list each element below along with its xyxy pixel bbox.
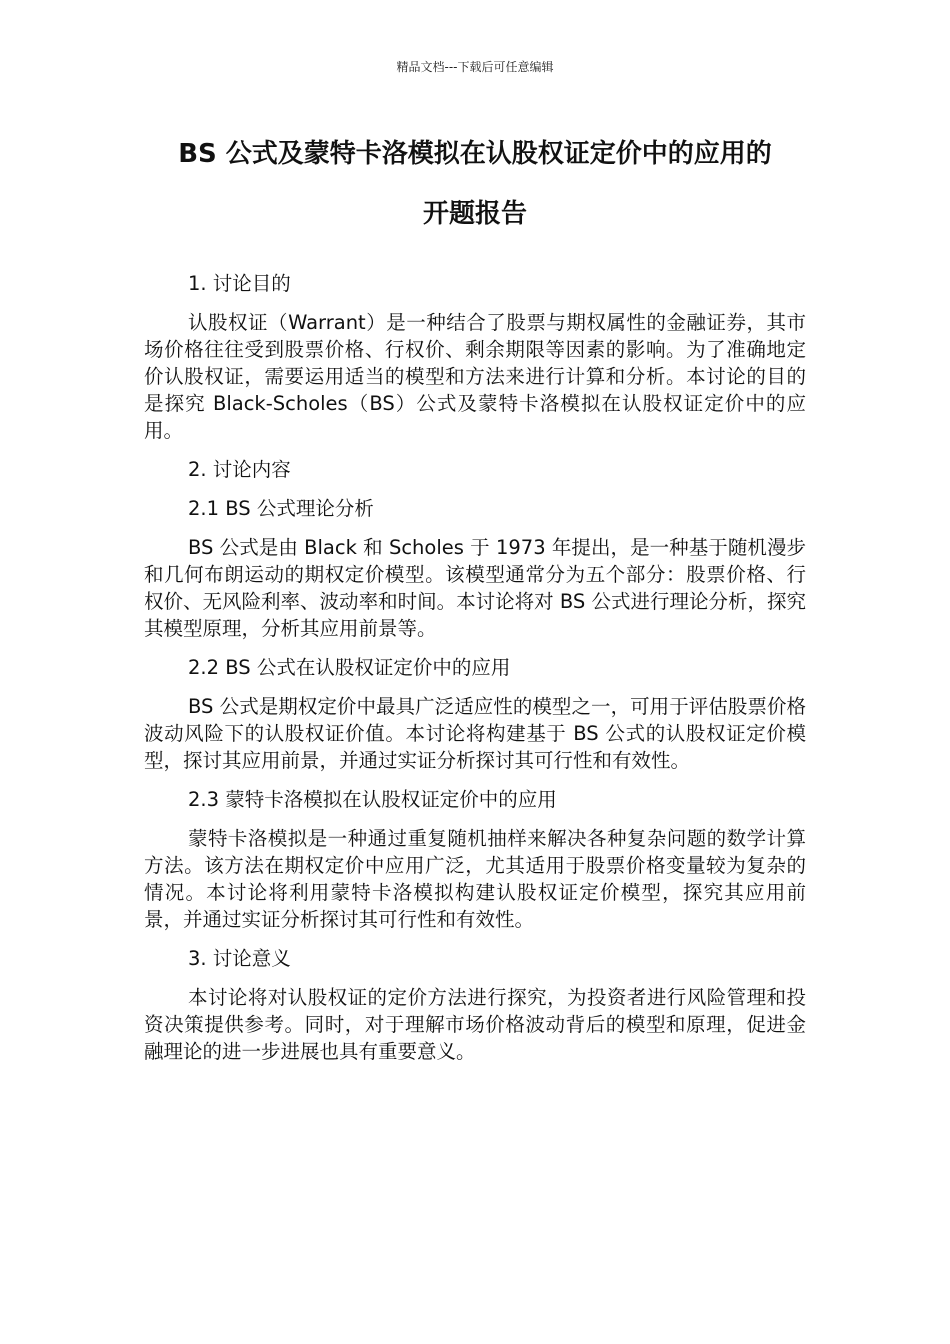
title-line-1: BS 公式及蒙特卡洛模拟在认股权证定价中的应用的 (178, 139, 772, 169)
paragraph-monte-carlo: 蒙特卡洛模拟是一种通过重复随机抽样来解决各种复杂问题的数学计算方法。该方法在期权定价中应用广泛，尤其适用于股票价格变量较为复杂的情况。本讨论将利用蒙特卡洛模拟构建认股权证定价模型，探究其应用前景，并通过实证分析探讨其可行性和有效性。 (144, 827, 806, 931)
paragraph-significance: 本讨论将对认股权证的定价方法进行探究，为投资者进行风险管理和投资决策提供参考。同时，对于理解市场价格波动背后的模型和原理，促进金融理论的进一步进展也具有重要意义。 (144, 986, 806, 1063)
header-note: 精品文档---下载后可任意编辑 (396, 60, 554, 74)
title-line-2: 开题报告 (422, 199, 527, 229)
section-heading-purpose: 1. 讨论目的 (188, 272, 291, 295)
document-body (144, 270, 806, 1077)
section-heading-content: 2. 讨论内容 (188, 458, 291, 481)
paragraph-bs-theory: BS 公式是由 Black 和 Scholes 于 1973 年提出，是一种基于随机漫步和几何布朗运动的期权定价模型。该模型通常分为五个部分：股票价格、行权价、无风险利率、波动率和时间。本讨论将对 BS 公式进行理论分析，探究其模型原理，分析其应用前景等。 (144, 536, 806, 640)
section-heading-significance: 3. 讨论意义 (188, 947, 291, 970)
subsection-heading-bs-application: 2.2 BS 公式在认股权证定价中的应用 (188, 656, 511, 679)
subsection-heading-monte-carlo: 2.3 蒙特卡洛模拟在认股权证定价中的应用 (188, 788, 557, 811)
document-title (100, 124, 850, 244)
subsection-heading-bs-theory: 2.1 BS 公式理论分析 (188, 497, 374, 520)
paragraph-purpose: 认股权证（Warrant）是一种结合了股票与期权属性的金融证券，其市场价格往往受到股票价格、行权价、剩余期限等因素的影响。为了准确地定价认股权证，需要运用适当的模型和方法来进行计算和分析。本讨论的目的是探究 Black-Scholes（BS）公式及蒙特卡洛模拟在认股权证定价中的应用。 (144, 311, 806, 442)
paragraph-bs-application: BS 公式是期权定价中最具广泛适应性的模型之一，可用于评估股票价格波动风险下的认股权证价值。本讨论将构建基于 BS 公式的认股权证定价模型，探讨其应用前景，并通过实证分析探讨其可行性和有效性。 (144, 695, 806, 772)
